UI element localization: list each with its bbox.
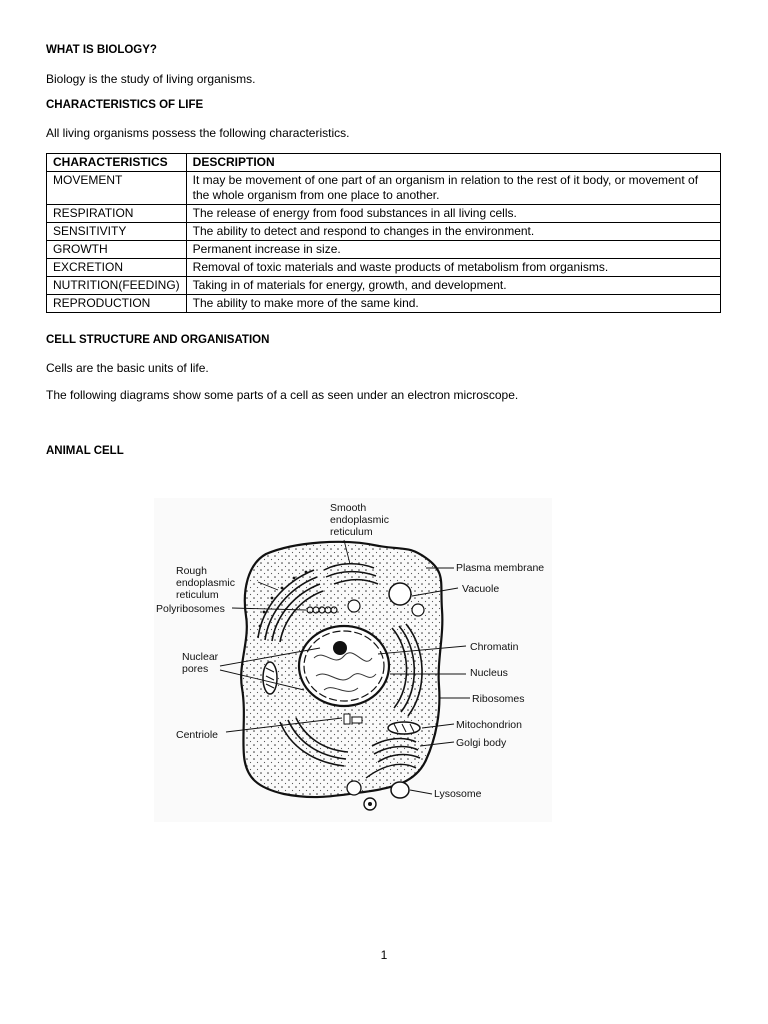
biology-definition: Biology is the study of living organisms. bbox=[46, 72, 256, 86]
label-polyribosomes: Polyribosomes bbox=[156, 603, 225, 615]
heading-animal-cell: ANIMAL CELL bbox=[46, 445, 124, 457]
page-number: 1 bbox=[380, 948, 388, 962]
row-name: REPRODUCTION bbox=[47, 295, 187, 313]
row-description: The ability to detect and respond to changes in the environment. bbox=[186, 223, 720, 241]
cells-basic-units: Cells are the basic units of life. bbox=[46, 361, 209, 375]
table-row bbox=[47, 259, 721, 277]
nucleolus bbox=[333, 641, 347, 655]
table-row bbox=[47, 241, 721, 259]
label-smooth-er-3: reticulum bbox=[330, 526, 373, 538]
label-golgi-body: Golgi body bbox=[456, 737, 507, 749]
animal-cell-diagram bbox=[154, 498, 552, 822]
nucleus bbox=[299, 626, 389, 706]
table-row bbox=[47, 172, 721, 205]
heading-characteristics-of-life: CHARACTERISTICS OF LIFE bbox=[46, 99, 204, 111]
row-description: The ability to make more of the same kind. bbox=[186, 295, 720, 313]
row-name: EXCRETION bbox=[47, 259, 187, 277]
label-centriole: Centriole bbox=[176, 729, 219, 741]
label-plasma-membrane: Plasma membrane bbox=[456, 562, 545, 574]
row-name: GROWTH bbox=[47, 241, 187, 259]
heading-what-is-biology: WHAT IS BIOLOGY? bbox=[46, 44, 157, 56]
table-row bbox=[47, 295, 721, 313]
row-description: Removal of toxic materials and waste products of metabolism from organisms. bbox=[186, 259, 720, 277]
row-name: SENSITIVITY bbox=[47, 223, 187, 241]
row-description: The release of energy from food substances in all living cells. bbox=[186, 205, 720, 223]
row-name: RESPIRATION bbox=[47, 205, 187, 223]
row-description: Taking in of materials for energy, growth, and development. bbox=[186, 277, 720, 295]
characteristics-intro: All living organisms possess the following characteristics. bbox=[46, 126, 350, 140]
table-row bbox=[47, 277, 721, 295]
row-name: MOVEMENT bbox=[47, 172, 187, 205]
label-nucleus: Nucleus bbox=[470, 667, 508, 679]
label-ribosomes: Ribosomes bbox=[472, 693, 525, 705]
label-lysosome: Lysosome bbox=[434, 788, 482, 800]
label-mitochondrion: Mitochondrion bbox=[456, 719, 522, 731]
label-nuclear-pores-1: Nuclear bbox=[182, 651, 219, 663]
vacuole-small bbox=[412, 604, 424, 616]
label-smooth-er-1: Smooth bbox=[330, 502, 367, 514]
label-nuclear-pores-2: pores bbox=[182, 663, 209, 675]
label-rough-er-1: Rough bbox=[176, 565, 207, 577]
characteristics-table bbox=[46, 153, 721, 313]
row-name: NUTRITION(FEEDING) bbox=[47, 277, 187, 295]
label-rough-er-2: endoplasmic bbox=[176, 577, 235, 589]
table-header-row bbox=[47, 154, 721, 172]
table-row bbox=[47, 223, 721, 241]
header-characteristics: CHARACTERISTICS bbox=[47, 154, 187, 172]
label-chromatin: Chromatin bbox=[470, 641, 519, 653]
header-description: DESCRIPTION bbox=[186, 154, 720, 172]
label-vacuole: Vacuole bbox=[462, 583, 500, 595]
heading-cell-structure: CELL STRUCTURE AND ORGANISATION bbox=[46, 334, 270, 346]
cells-diagram-intro: The following diagrams show some parts of a cell as seen under an electron microscope. bbox=[46, 388, 519, 402]
vesicle bbox=[347, 781, 361, 795]
label-rough-er-3: reticulum bbox=[176, 589, 219, 601]
row-description: It may be movement of one part of an organism in relation to the rest of it body, or movement of the whole organism from one place to another. bbox=[186, 172, 720, 205]
row-description: Permanent increase in size. bbox=[186, 241, 720, 259]
label-smooth-er-2: endoplasmic bbox=[330, 514, 389, 526]
table-row bbox=[47, 205, 721, 223]
lysosome bbox=[391, 782, 409, 798]
vesicle bbox=[348, 600, 360, 612]
vacuole bbox=[389, 583, 411, 605]
